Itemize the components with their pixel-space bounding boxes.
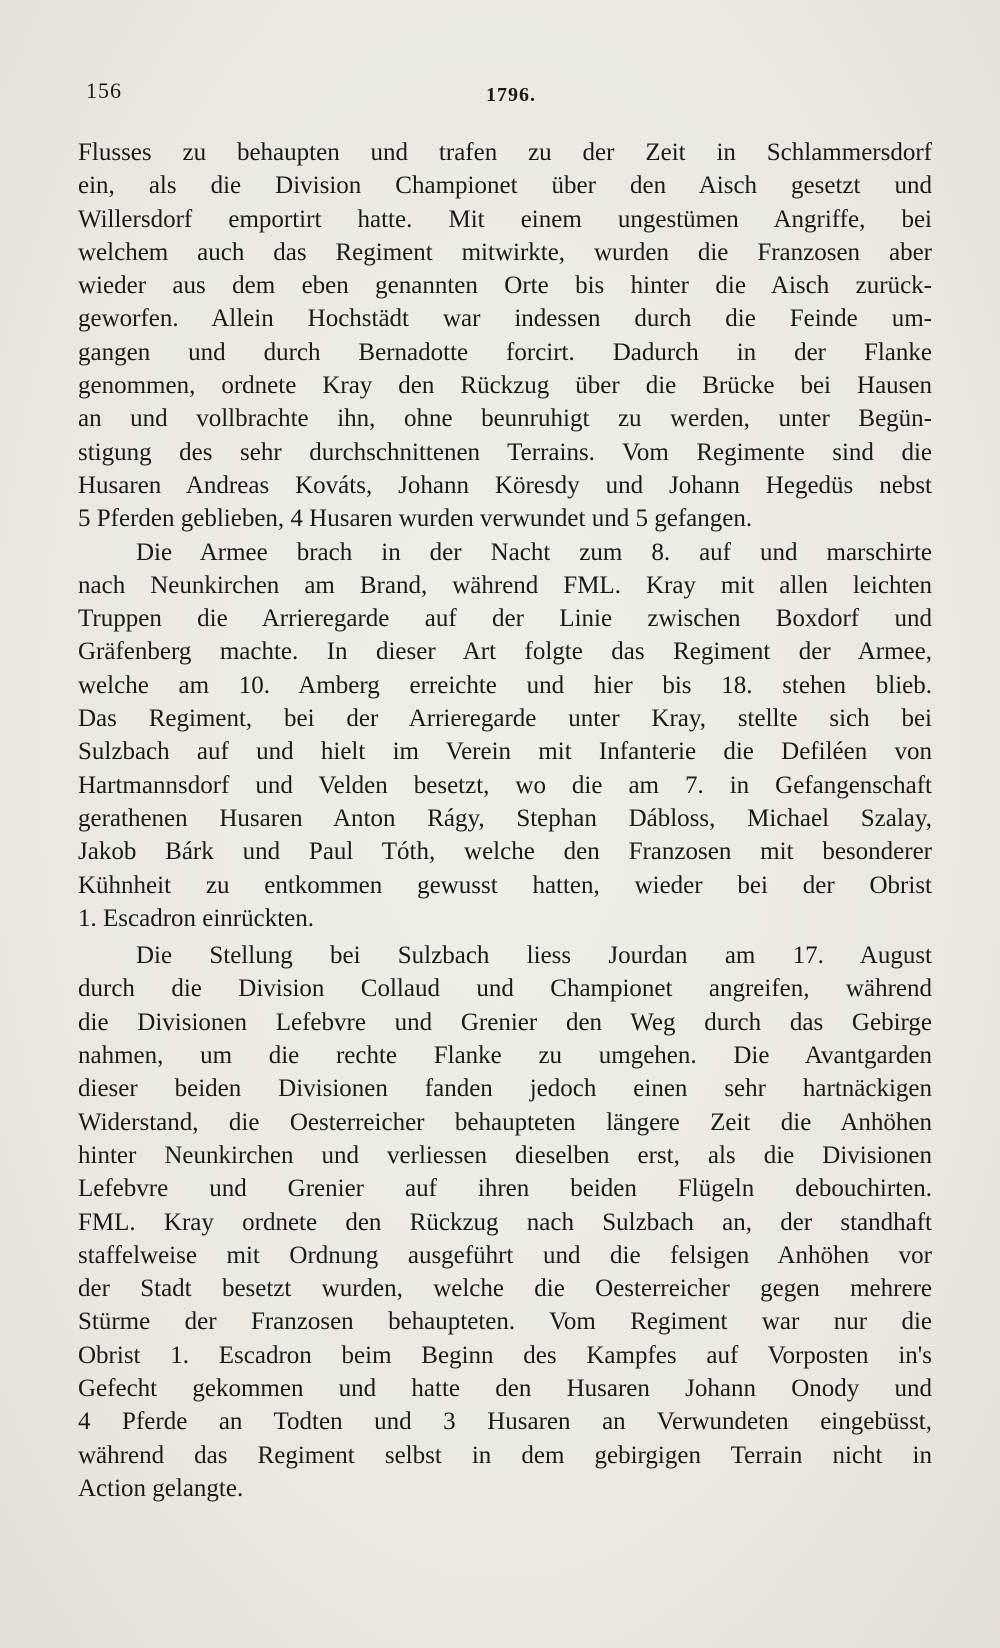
page-number: 156 (86, 78, 122, 103)
text-line: Lefebvre und Grenier auf ihren beiden Flügeln debouchirten. (78, 1175, 932, 1203)
running-head-year: 1796. (486, 84, 536, 106)
text-line: 1. Escadron einrückten. (78, 904, 315, 932)
paragraph-2 (78, 536, 932, 936)
text-line: Jakob Bárk und Paul Tóth, welche den Franzosen mit besonderer (78, 838, 932, 866)
text-line: Die Armee brach in der Nacht zum 8. auf und marschirte (136, 538, 932, 566)
paragraph-1 (78, 136, 932, 536)
text-line: nach Neunkirchen am Brand, während FML. Kray mit allen leichten (78, 571, 932, 599)
text-line: gerathenen Husaren Anton Rágy, Stephan Dábloss, Michael Szalay, (78, 804, 932, 832)
text-line: welche am 10. Amberg erreichte und hier bis 18. stehen blieb. (78, 671, 932, 699)
text-line: Gräfenberg machte. In dieser Art folgte das Regiment der Armee, (78, 638, 932, 666)
text-line: durch die Division Collaud und Championet angreifen, während (78, 975, 932, 1003)
text-line: Action gelangte. (78, 1474, 244, 1502)
text-line: geworfen. Allein Hochstädt war indessen durch die Feinde um- (78, 305, 932, 333)
text-line: Truppen die Arrieregarde auf der Linie zwischen Boxdorf und (78, 605, 932, 633)
text-line: ein, als die Division Championet über den Aisch gesetzt und (78, 172, 932, 200)
text-line: an und vollbrachte ihn, ohne beunruhigt zu werden, unter Begün- (78, 405, 932, 433)
text-line: 5 Pferden geblieben, 4 Husaren wurden verwundet und 5 gefangen. (78, 505, 753, 533)
text-line: FML. Kray ordnete den Rückzug nach Sulzbach an, der standhaft (78, 1208, 932, 1236)
text-line: stigung des sehr durchschnittenen Terrains. Vom Regimente sind die (78, 438, 932, 466)
text-line: Husaren Andreas Kováts, Johann Köresdy und Johann Hegedüs nebst (78, 471, 932, 499)
text-line: dieser beiden Divisionen fanden jedoch einen sehr hartnäckigen (78, 1075, 932, 1103)
body-text (78, 136, 932, 1505)
text-line: nahmen, um die rechte Flanke zu umgehen. Die Avantgarden (78, 1042, 932, 1070)
text-line: die Divisionen Lefebvre und Grenier den Weg durch das Gebirge (78, 1008, 932, 1036)
text-line: Widerstand, die Oesterreicher behaupteten längere Zeit die Anhöhen (78, 1108, 932, 1136)
text-line: während das Regiment selbst in dem gebirgigen Terrain nicht in (78, 1441, 932, 1469)
text-line: 4 Pferde an Todten und 3 Husaren an Verwundeten eingebüsst, (78, 1408, 932, 1436)
text-line: Stürme der Franzosen behaupteten. Vom Regiment war nur die (78, 1308, 932, 1336)
text-line: Das Regiment, bei der Arrieregarde unter Kray, stellte sich bei (78, 705, 932, 733)
text-line: Gefecht gekommen und hatte den Husaren Johann Onody und (78, 1374, 932, 1402)
paragraph-3 (78, 939, 932, 1505)
text-line: welchem auch das Regiment mitwirkte, wurden die Franzosen aber (78, 238, 932, 266)
text-line: Obrist 1. Escadron beim Beginn des Kampfes auf Vorposten in's (78, 1341, 932, 1369)
text-line: gangen und durch Bernadotte forcirt. Dadurch in der Flanke (78, 338, 932, 366)
text-line: Die Stellung bei Sulzbach liess Jourdan am 17. August (136, 942, 932, 970)
text-line: hinter Neunkirchen und verliessen dieselben erst, als die Divisionen (78, 1141, 932, 1169)
text-line: staffelweise mit Ordnung ausgeführt und die felsigen Anhöhen vor (78, 1241, 932, 1269)
text-line: wieder aus dem eben genannten Orte bis hinter die Aisch zurück- (78, 272, 932, 300)
text-line: Hartmannsdorf und Velden besetzt, wo die am 7. in Gefangenschaft (78, 771, 932, 799)
text-line: genommen, ordnete Kray den Rückzug über die Brücke bei Hausen (78, 372, 932, 400)
text-line: Kühnheit zu entkommen gewusst hatten, wieder bei der Obrist (78, 871, 932, 899)
text-line: Flusses zu behaupten und trafen zu der Zeit in Schlammersdorf (78, 139, 932, 166)
page-header (86, 78, 546, 108)
text-line: der Stadt besetzt wurden, welche die Oesterreicher gegen mehrere (78, 1275, 932, 1303)
text-line: Sulzbach auf und hielt im Verein mit Infanterie die Defiléen von (78, 738, 932, 766)
text-line: Willersdorf emportirt hatte. Mit einem ungestümen Angriffe, bei (78, 205, 932, 233)
